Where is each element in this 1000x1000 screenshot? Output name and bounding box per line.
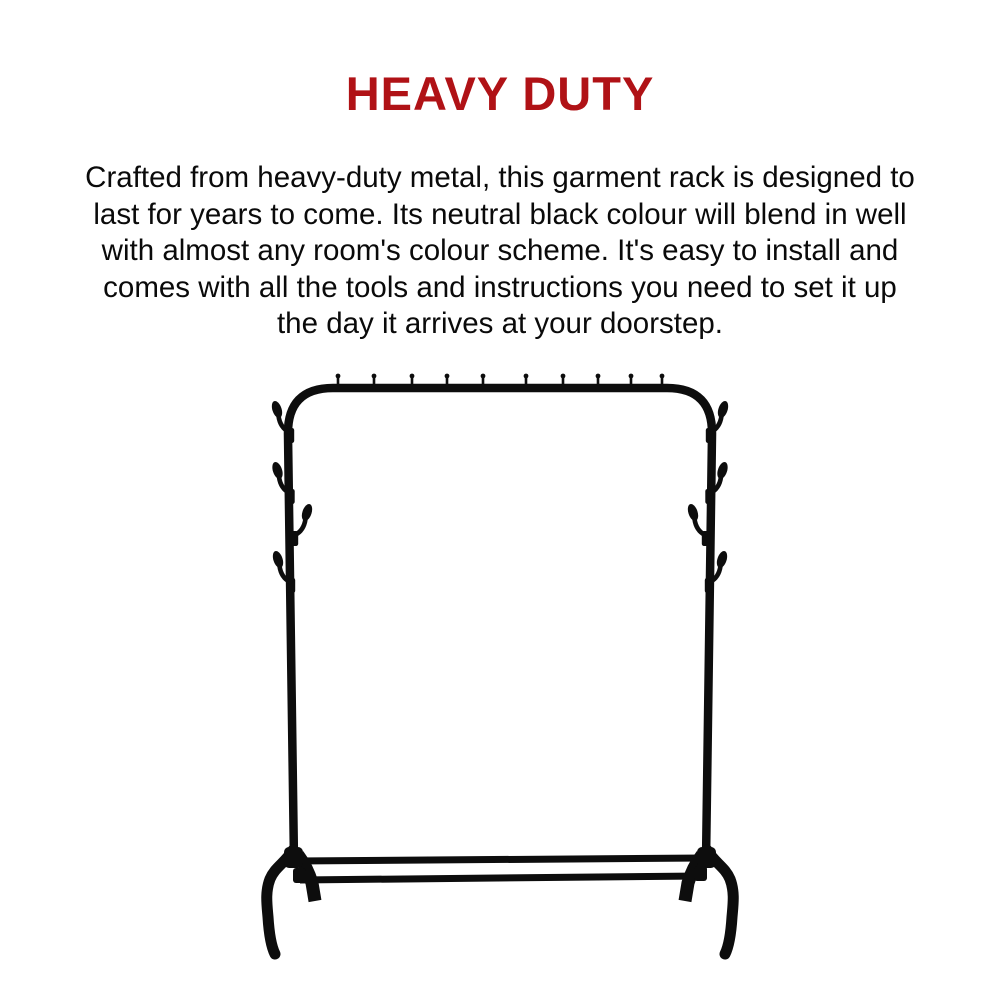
description-line-3: with almost any room's colour scheme. It's easy to install and bbox=[101, 234, 899, 267]
rack-frame bbox=[288, 388, 712, 861]
right-rail-bracket bbox=[694, 866, 707, 881]
description-line-5: the day it arrives at your doorstep. bbox=[276, 307, 723, 340]
left-leg-joint bbox=[284, 847, 303, 868]
bottom-rails bbox=[296, 858, 704, 880]
page-title: HEAVY DUTY bbox=[345, 67, 655, 120]
description-line-2: last for years to come. Its neutral black colour will blend in well bbox=[93, 197, 907, 231]
legs bbox=[267, 850, 734, 954]
bottom-rail-back bbox=[296, 858, 704, 861]
bottom-rail-front bbox=[300, 876, 700, 880]
description-line-1: Crafted from heavy-duty metal, this garment rack is designed to bbox=[85, 161, 915, 194]
garment-rack-image bbox=[230, 360, 770, 970]
coat-hooks bbox=[270, 400, 730, 593]
product-description bbox=[0, 160, 1000, 343]
description-line-4: comes with all the tools and instructions you need to set it up bbox=[103, 270, 897, 304]
right-leg-joint bbox=[697, 847, 716, 868]
left-rail-bracket bbox=[293, 868, 306, 883]
